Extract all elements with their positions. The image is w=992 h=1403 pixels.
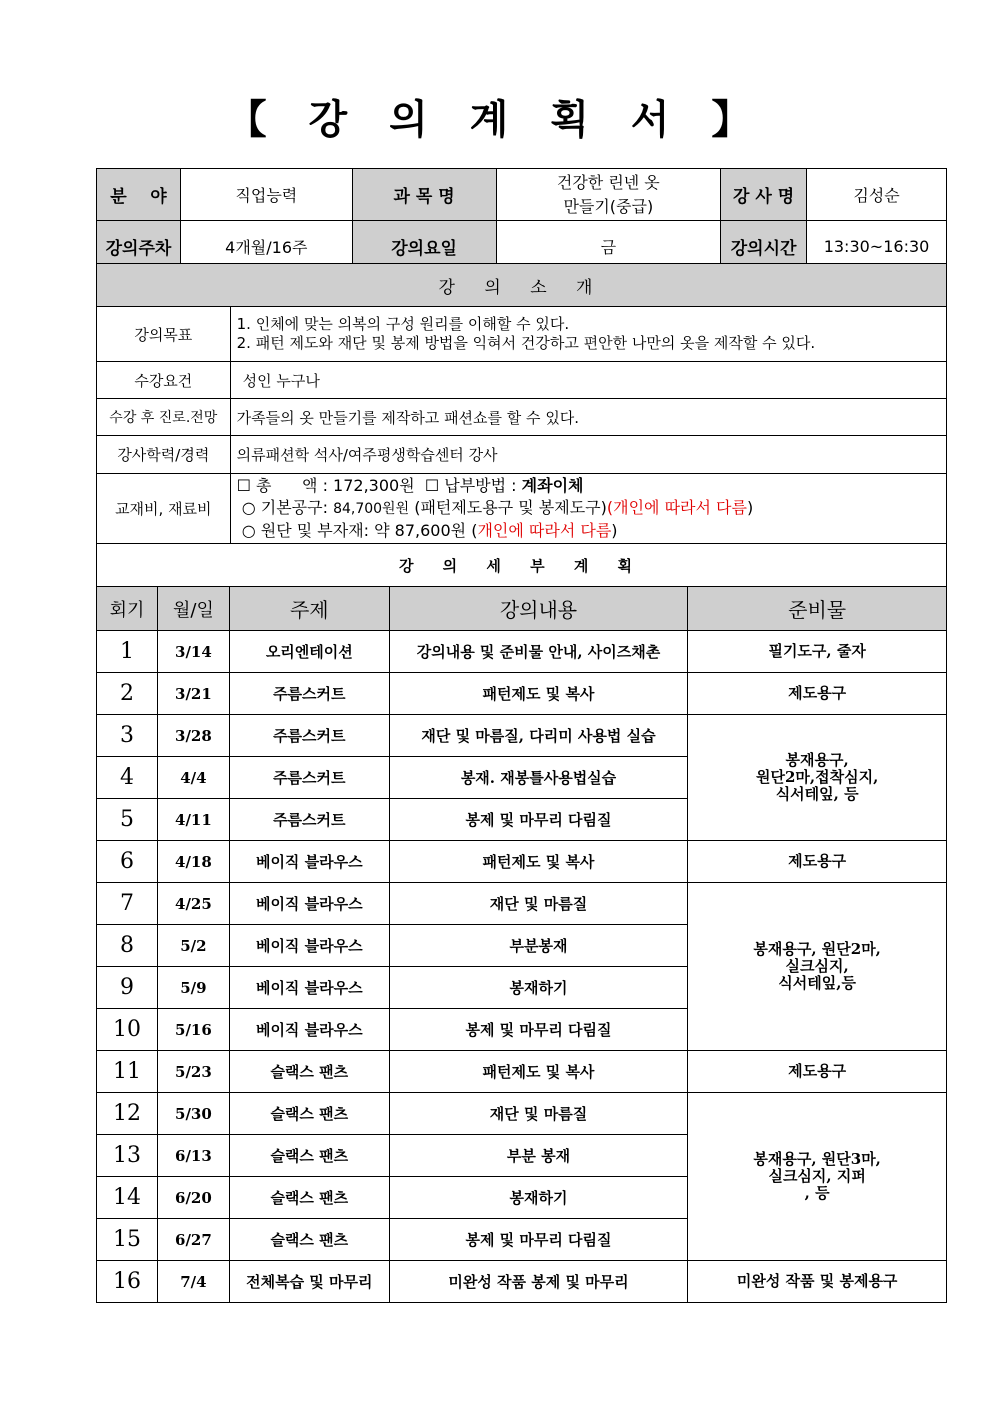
header-session: 회기	[97, 587, 158, 631]
fee-basic-note: (개인에 따라서 다름	[606, 498, 747, 517]
table-row	[97, 883, 947, 925]
fee-fabric-prefix: ○ 원단 및 부자재: 약 87,600원 (	[236, 521, 478, 540]
session-date: 4/25	[157, 883, 229, 925]
fee-basic-desc: (패턴제도용구 및 봉제도구)	[409, 498, 607, 517]
fee-basic-close: )	[746, 498, 754, 517]
weeks-label: 강의주차	[97, 221, 181, 272]
session-number: 7	[97, 883, 158, 925]
session-content: 봉제 및 마무리 다림질	[389, 1009, 688, 1051]
session-materials: 미완성 작품 및 봉제용구	[688, 1261, 947, 1303]
session-content: 강의내용 및 준비물 안내, 사이즈채촌	[389, 631, 688, 673]
course-name-label: 과 목 명	[352, 169, 496, 221]
table-row	[97, 841, 947, 883]
session-topic: 주름스커트	[229, 715, 389, 757]
table-row	[97, 1093, 947, 1135]
schedule-body	[97, 631, 947, 1303]
session-number: 9	[97, 967, 158, 1009]
session-number: 12	[97, 1093, 158, 1135]
session-topic: 슬랙스 팬츠	[229, 1051, 389, 1093]
fee-basic-prefix: ○ 기본공구:	[236, 498, 334, 517]
session-date: 5/30	[157, 1093, 229, 1135]
goal-line-2: 2. 패턴 제도와 재단 및 봉제 방법을 익혀서 건강하고 편안한 나만의 옷을 제작할 수 있다.	[236, 334, 816, 352]
plan-section-title: 강 의 세 부 계 획	[97, 544, 947, 587]
requirement-label: 수강요건	[97, 362, 231, 399]
session-topic: 베이직 블라우스	[229, 925, 389, 967]
fee-total-text: ☐ 총 액 : 172,300원 ☐ 납부방법 :	[236, 476, 522, 495]
fee-total-line	[237, 475, 946, 497]
fee-basic-line	[237, 497, 946, 520]
session-materials: 필기도구, 줄자	[688, 631, 947, 673]
session-date: 5/9	[157, 967, 229, 1009]
bio-label: 강사학력/경력	[97, 436, 231, 474]
session-date: 6/20	[157, 1177, 229, 1219]
session-content: 부분봉재	[389, 925, 688, 967]
header-content: 강의내용	[389, 587, 688, 631]
session-number: 11	[97, 1051, 158, 1093]
session-content: 미완성 작품 봉제 및 마무리	[389, 1261, 688, 1303]
session-number: 2	[97, 673, 158, 715]
session-date: 4/18	[157, 841, 229, 883]
document-title: 【 강 의 계 획 서 】	[226, 97, 766, 143]
header-topic: 주제	[229, 587, 389, 631]
session-content: 재단 및 마름질, 다리미 사용법 실습	[389, 715, 688, 757]
header-materials: 준비물	[688, 587, 947, 631]
fee-value	[230, 474, 946, 544]
fee-fabric-note: 개인에 따라서 다름	[477, 521, 612, 540]
day-value: 금	[496, 221, 721, 272]
session-topic: 베이직 블라우스	[229, 967, 389, 1009]
session-materials: 봉재용구, 원단2마, 실크심지, 식서테잎,등	[688, 883, 947, 1051]
session-materials: 봉재용구, 원단3마, 실크심지, 지퍼 , 등	[688, 1093, 947, 1261]
fee-fabric-close: )	[611, 521, 618, 540]
session-topic: 베이직 블라우스	[229, 1009, 389, 1051]
intro-section-title: 강 의 소 개	[97, 264, 947, 307]
session-content: 재단 및 마름질	[389, 883, 688, 925]
session-number: 10	[97, 1009, 158, 1051]
table-row	[97, 715, 947, 757]
session-content: 봉재하기	[389, 1177, 688, 1219]
course-intro-table	[96, 263, 947, 587]
session-topic: 주름스커트	[229, 799, 389, 841]
session-number: 5	[97, 799, 158, 841]
session-content: 봉재하기	[389, 967, 688, 1009]
session-content: 재단 및 마름질	[389, 1093, 688, 1135]
goal-line-1: 1. 인체에 맞는 의복의 구성 원리를 이해할 수 있다.	[236, 315, 570, 333]
goal-label: 강의목표	[97, 307, 231, 362]
session-topic: 슬랙스 팬츠	[229, 1177, 389, 1219]
session-content: 패턴제도 및 복사	[389, 1051, 688, 1093]
session-topic: 슬랙스 팬츠	[229, 1093, 389, 1135]
session-date: 5/16	[157, 1009, 229, 1051]
time-value: 13:30~16:30	[807, 221, 947, 272]
fee-basic-amount: 84,700원원	[333, 501, 410, 517]
session-number: 15	[97, 1219, 158, 1261]
day-label: 강의요일	[352, 221, 496, 272]
table-row	[97, 673, 947, 715]
session-number: 16	[97, 1261, 158, 1303]
session-topic: 주름스커트	[229, 757, 389, 799]
session-materials: 제도용구	[688, 841, 947, 883]
field-label: 분 야	[97, 169, 181, 221]
session-date: 7/4	[157, 1261, 229, 1303]
session-content: 봉재. 재봉틀사용법실습	[389, 757, 688, 799]
goal-value	[230, 307, 946, 362]
session-number: 14	[97, 1177, 158, 1219]
session-topic: 오리엔테이션	[229, 631, 389, 673]
session-topic: 베이직 블라우스	[229, 883, 389, 925]
session-number: 4	[97, 757, 158, 799]
instructor-label: 강 사 명	[721, 169, 807, 221]
session-topic: 전체복습 및 마무리	[229, 1261, 389, 1303]
session-content: 봉제 및 마무리 다림질	[389, 1219, 688, 1261]
header-date: 월/일	[157, 587, 229, 631]
session-date: 3/21	[157, 673, 229, 715]
course-name-line1: 건강한 린넨 옷	[556, 172, 660, 192]
session-materials: 제도용구	[688, 1051, 947, 1093]
course-name-line2: 만들기(중급)	[563, 196, 654, 216]
time-label: 강의시간	[721, 221, 807, 272]
session-date: 5/23	[157, 1051, 229, 1093]
career-value: 가족들의 옷 만들기를 제작하고 패션쇼를 할 수 있다.	[230, 399, 946, 436]
course-info-table	[96, 168, 947, 272]
session-date: 3/28	[157, 715, 229, 757]
session-date: 5/2	[157, 925, 229, 967]
session-topic: 슬랙스 팬츠	[229, 1219, 389, 1261]
session-materials: 봉재용구, 원단2마,접착심지, 식서테잎, 등	[688, 715, 947, 841]
instructor-value: 김성순	[807, 169, 947, 221]
session-topic: 주름스커트	[229, 673, 389, 715]
session-number: 8	[97, 925, 158, 967]
fee-fabric-line	[237, 520, 946, 542]
fee-label: 교재비, 재료비	[97, 474, 231, 544]
session-date: 4/4	[157, 757, 229, 799]
session-content: 부분 봉재	[389, 1135, 688, 1177]
session-number: 13	[97, 1135, 158, 1177]
table-row	[97, 1051, 947, 1093]
session-topic: 베이직 블라우스	[229, 841, 389, 883]
session-content: 패턴제도 및 복사	[389, 841, 688, 883]
requirement-value: 성인 누구나	[230, 362, 946, 399]
session-date: 6/13	[157, 1135, 229, 1177]
session-date: 3/14	[157, 631, 229, 673]
session-materials: 제도용구	[688, 673, 947, 715]
table-row	[97, 631, 947, 673]
table-row	[97, 1261, 947, 1303]
field-value: 직업능력	[180, 169, 352, 221]
course-name-value	[496, 169, 721, 221]
session-date: 4/11	[157, 799, 229, 841]
session-number: 1	[97, 631, 158, 673]
weeks-value: 4개월/16주	[180, 221, 352, 272]
session-date: 6/27	[157, 1219, 229, 1261]
schedule-table	[96, 586, 947, 1303]
session-number: 6	[97, 841, 158, 883]
session-content: 봉제 및 마무리 다림질	[389, 799, 688, 841]
fee-payment-method: 계좌이체	[521, 476, 584, 495]
session-topic: 슬랙스 팬츠	[229, 1135, 389, 1177]
session-number: 3	[97, 715, 158, 757]
session-content: 패턴제도 및 복사	[389, 673, 688, 715]
career-label: 수강 후 진로.전망	[97, 399, 231, 436]
bio-value: 의류패션학 석사/여주평생학습센터 강사	[230, 436, 946, 474]
